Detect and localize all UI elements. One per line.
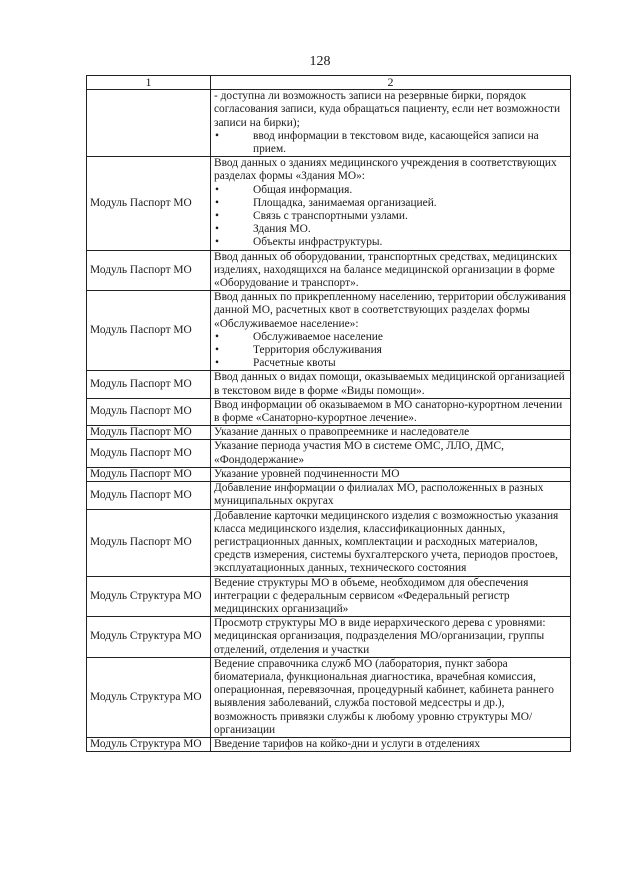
description-cell: Ввод данных о видах помощи, оказываемых медицинской организацией в текстовом виде в форме «Виды помощи». <box>211 371 571 398</box>
module-cell: Модуль Структура МО <box>87 576 211 617</box>
bullet-item: • Связь с транспортными узлами. <box>214 210 567 223</box>
description-cell <box>211 291 571 371</box>
bullet-item: • Объекты инфраструктуры. <box>214 236 567 249</box>
module-cell: Модуль Паспорт МО <box>87 371 211 398</box>
bullet-item: • ввод информации в текстовом виде, касающейся записи на прием. <box>214 130 567 156</box>
description-cell: Добавление карточки медицинского изделия с возможностью указания класса медицинского изделия, классификационных данных, регистрационных данных, комплектации и расходных материалов, средств измерения, системы бухгалтерского учета, периодов простоев, эксплуатационных данных, технического состояния <box>211 509 571 576</box>
table-row <box>87 371 571 398</box>
description-cell: Указание данных о правопреемнике и наследователе <box>211 426 571 440</box>
module-cell: Модуль Паспорт МО <box>87 440 211 467</box>
table-row <box>87 250 571 291</box>
bullet-item: • Обслуживаемое население <box>214 331 567 344</box>
description-text: - доступна ли возможность записи на резервные бирки, порядок согласования записи, куда обращаться пациенту, если нет возможности записи на бирки); <box>214 90 561 129</box>
description-cell: Введение тарифов на койко-дни и услуги в отделениях <box>211 737 571 751</box>
description-text: Ввод данных о зданиях медицинского учреждения в соответствующих разделах формы «Здания МО»: <box>214 157 557 183</box>
description-text: Ввод данных по прикрепленному населению, территории обслуживания данной МО, расчетных квот в соответствующих разделах формы «Обслуживаемое население»: <box>214 291 566 330</box>
table-row <box>87 617 571 658</box>
description-cell: Просмотр структуры МО в виде иерархического дерева с уровнями: медицинская организация, подразделения МО/организации, группы отделений, отделения и участки <box>211 617 571 658</box>
column-header-1: 1 <box>87 76 211 90</box>
module-cell: Модуль Паспорт МО <box>87 426 211 440</box>
table-row <box>87 657 571 737</box>
module-cell <box>87 90 211 157</box>
table-row <box>87 291 571 371</box>
table-row <box>87 737 571 751</box>
page-number: 128 <box>309 54 331 69</box>
requirements-table <box>86 75 571 752</box>
bullet-item: • Территория обслуживания <box>214 344 567 357</box>
bullet-item: • Площадка, занимаемая организацией. <box>214 197 567 210</box>
table-row <box>87 467 571 481</box>
module-cell: Модуль Паспорт МО <box>87 509 211 576</box>
table-row <box>87 90 571 157</box>
module-cell: Модуль Паспорт МО <box>87 291 211 371</box>
module-cell: Модуль Структура МО <box>87 737 211 751</box>
description-cell: Добавление информации о филиалах МО, расположенных в разных муниципальных округах <box>211 482 571 509</box>
bullet-item: • Расчетные квоты <box>214 357 567 370</box>
description-cell: Ввод данных об оборудовании, транспортных средствах, медицинских изделиях, находящихся на балансе медицинской организации в форме «Оборудование и транспорт». <box>211 250 571 291</box>
table-row <box>87 482 571 509</box>
bullet-item: • Общая информация. <box>214 184 567 197</box>
table-row <box>87 440 571 467</box>
table-row <box>87 576 571 617</box>
description-cell: Ведение структуры МО в объеме, необходимом для обеспечения интеграции с федеральным сервисом «Федеральный регистр медицинских организаций» <box>211 576 571 617</box>
module-cell: Модуль Паспорт МО <box>87 250 211 291</box>
description-cell <box>211 157 571 250</box>
description-cell: Указание уровней подчиненности МО <box>211 467 571 481</box>
column-header-2: 2 <box>211 76 571 90</box>
module-cell: Модуль Структура МО <box>87 617 211 658</box>
description-cell: Ввод информации об оказываемом в МО санаторно-курортном лечении в форме «Санаторно-курортное лечение». <box>211 398 571 425</box>
table-row <box>87 509 571 576</box>
description-cell: Ведение справочника служб МО (лаборатория, пункт забора биоматериала, функциональная диагностика, врачебная комиссия, операционная, перевязочная, процедурный кабинет, кабинета раннего выявления заболеваний, служба постовой медсестры и др.), возможность привязки службы к любому уровню структуры МО/организации <box>211 657 571 737</box>
module-cell: Модуль Паспорт МО <box>87 482 211 509</box>
module-cell: Модуль Паспорт МО <box>87 157 211 250</box>
module-cell: Модуль Паспорт МО <box>87 398 211 425</box>
module-cell: Модуль Паспорт МО <box>87 467 211 481</box>
description-cell <box>211 90 571 157</box>
table-header-row <box>87 76 571 90</box>
description-cell: Указание периода участия МО в системе ОМС, ЛЛО, ДМС, «Фондодержание» <box>211 440 571 467</box>
bullet-item: • Здания МО. <box>214 223 567 236</box>
module-cell: Модуль Структура МО <box>87 657 211 737</box>
table-row <box>87 426 571 440</box>
table-row <box>87 157 571 250</box>
table-row <box>87 398 571 425</box>
